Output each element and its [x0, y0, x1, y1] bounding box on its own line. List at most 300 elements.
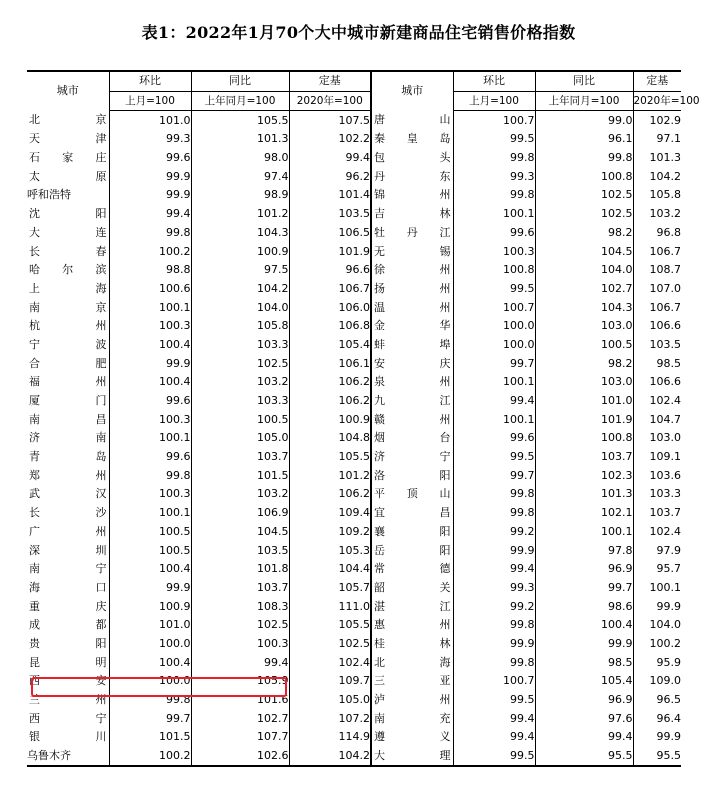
yoy-value-left: 101.5: [191, 466, 289, 485]
city-name: 襄 阳: [374, 524, 451, 538]
table-row: [27, 560, 681, 579]
yoy-value-right: 104.3: [535, 298, 633, 317]
city-cell-left: [27, 635, 109, 654]
yoy-value-right: 103.0: [535, 317, 633, 336]
city-name: 昆 明: [29, 655, 107, 669]
table-row: [27, 579, 681, 598]
yoy-value-left: 103.3: [191, 392, 289, 411]
yoy-value-left: 102.7: [191, 709, 289, 728]
base-value-left: 109.7: [289, 672, 371, 691]
mom-value-left: 99.4: [109, 205, 191, 224]
mom-value-right: 99.2: [453, 523, 535, 542]
table-row: [27, 336, 681, 355]
yoy-value-right: 95.5: [535, 747, 633, 767]
city-name: 北 京: [29, 113, 107, 127]
city-name: 徐 州: [374, 263, 451, 277]
city-name: 安 庆: [374, 356, 451, 370]
yoy-value-left: 108.3: [191, 597, 289, 616]
yoy-value-right: 99.9: [535, 635, 633, 654]
mom-value-right: 100.7: [453, 298, 535, 317]
mom-value-left: 100.0: [109, 672, 191, 691]
city-name: 西 宁: [29, 711, 107, 725]
city-name: 锦 州: [374, 188, 451, 202]
mom-value-right: 99.2: [453, 597, 535, 616]
yoy-value-right: 101.3: [535, 485, 633, 504]
city-cell-right: [371, 392, 453, 411]
yoy-value-left: 105.0: [191, 429, 289, 448]
base-value-right: 103.2: [633, 205, 681, 224]
yoy-value-left: 102.5: [191, 354, 289, 373]
city-cell-right: [371, 691, 453, 710]
table-row: [27, 373, 681, 392]
city-name: 惠 州: [374, 618, 451, 632]
mom-value-left: 99.3: [109, 130, 191, 149]
city-name: 南 京: [29, 300, 107, 314]
table-row: [27, 523, 681, 542]
header-mom-right: 环比: [453, 71, 535, 91]
mom-value-left: 99.6: [109, 149, 191, 168]
city-cell-left: [27, 111, 109, 130]
base-value-right: 103.3: [633, 485, 681, 504]
yoy-value-right: 104.0: [535, 261, 633, 280]
city-cell-right: [371, 298, 453, 317]
yoy-value-right: 99.4: [535, 728, 633, 747]
city-name: 丹 东: [374, 169, 451, 183]
table-row: [27, 504, 681, 523]
yoy-value-left: 104.5: [191, 523, 289, 542]
price-index-table: [27, 70, 700, 767]
mom-value-left: 99.9: [109, 186, 191, 205]
mom-value-right: 99.8: [453, 504, 535, 523]
yoy-value-left: 103.7: [191, 448, 289, 467]
base-value-left: 106.2: [289, 392, 371, 411]
city-name: 哈 尔 滨: [29, 263, 107, 277]
base-value-right: 100.1: [633, 579, 681, 598]
city-name: 石 家 庄: [29, 151, 107, 165]
mom-value-left: 100.4: [109, 373, 191, 392]
table-row: [27, 317, 681, 336]
city-name: 蚌 埠: [374, 337, 451, 351]
city-name: 贵 阳: [29, 636, 107, 650]
city-cell-right: [371, 354, 453, 373]
city-name: 大 理: [374, 749, 451, 763]
subheader-mom-right: 上月=100: [453, 91, 535, 111]
yoy-value-left: 104.3: [191, 224, 289, 243]
mom-value-left: 99.8: [109, 224, 191, 243]
city-cell-right: [371, 466, 453, 485]
base-value-right: 106.7: [633, 298, 681, 317]
mom-value-left: 100.2: [109, 242, 191, 261]
city-name: 南 宁: [29, 562, 107, 576]
base-value-right: 104.0: [633, 616, 681, 635]
yoy-value-right: 102.5: [535, 186, 633, 205]
city-cell-left: [27, 130, 109, 149]
subheader-yoy-right: 上年同月=100: [535, 91, 633, 111]
yoy-value-left: 103.7: [191, 579, 289, 598]
city-cell-left: [27, 709, 109, 728]
base-value-left: 107.5: [289, 111, 371, 130]
city-cell-left: [27, 392, 109, 411]
city-cell-left: [27, 653, 109, 672]
city-name: 北 海: [374, 655, 451, 669]
city-name: 济 南: [29, 431, 107, 445]
mom-value-left: 99.9: [109, 579, 191, 598]
table-row: [27, 429, 681, 448]
base-value-right: 109.1: [633, 448, 681, 467]
yoy-value-right: 100.5: [535, 336, 633, 355]
subheader-mom-left: 上月=100: [109, 91, 191, 111]
yoy-value-right: 98.2: [535, 354, 633, 373]
table-row: [27, 130, 681, 149]
table-row: [27, 167, 681, 186]
city-cell-right: [371, 317, 453, 336]
city-name: 遵 义: [374, 730, 451, 744]
city-cell-left: [27, 354, 109, 373]
base-value-right: 102.4: [633, 392, 681, 411]
yoy-value-left: 105.5: [191, 111, 289, 130]
base-value-left: 114.9: [289, 728, 371, 747]
yoy-value-left: 101.3: [191, 130, 289, 149]
city-cell-right: [371, 504, 453, 523]
mom-value-left: 100.4: [109, 653, 191, 672]
city-name: 长 沙: [29, 506, 107, 520]
city-cell-left: [27, 560, 109, 579]
yoy-value-right: 100.1: [535, 523, 633, 542]
yoy-value-left: 101.8: [191, 560, 289, 579]
city-cell-left: [27, 167, 109, 186]
mom-value-right: 99.5: [453, 747, 535, 767]
table-body: [27, 111, 681, 767]
table-row: [27, 728, 681, 747]
yoy-value-right: 98.6: [535, 597, 633, 616]
yoy-value-right: 100.8: [535, 429, 633, 448]
city-name: 沈 阳: [29, 207, 107, 221]
mom-value-right: 99.5: [453, 130, 535, 149]
yoy-value-right: 99.0: [535, 111, 633, 130]
base-value-right: 104.7: [633, 410, 681, 429]
base-value-left: 106.2: [289, 485, 371, 504]
table-row: [27, 242, 681, 261]
yoy-value-left: 107.7: [191, 728, 289, 747]
city-cell-right: [371, 448, 453, 467]
mom-value-left: 98.8: [109, 261, 191, 280]
yoy-value-left: 98.0: [191, 149, 289, 168]
city-cell-left: [27, 410, 109, 429]
base-value-right: 107.0: [633, 280, 681, 299]
city-name: 岳 阳: [374, 543, 451, 557]
base-value-right: 104.2: [633, 167, 681, 186]
base-value-left: 102.2: [289, 130, 371, 149]
city-cell-left: [27, 485, 109, 504]
base-value-right: 109.0: [633, 672, 681, 691]
table-title: 表1：2022年1月70个大中城市新建商品住宅销售价格指数: [141, 23, 576, 42]
yoy-value-left: 105.8: [191, 317, 289, 336]
city-name: 平 顶 山: [374, 487, 451, 501]
city-name: 泸 州: [374, 693, 451, 707]
mom-value-right: 100.1: [453, 205, 535, 224]
city-name: 乌鲁木齐: [27, 749, 71, 763]
city-cell-right: [371, 672, 453, 691]
city-name: 烟 台: [374, 431, 451, 445]
mom-value-right: 100.0: [453, 317, 535, 336]
header-yoy-right: 同比: [535, 71, 633, 91]
city-name: 深 圳: [29, 543, 107, 557]
city-cell-left: [27, 541, 109, 560]
city-name: 牡 丹 江: [374, 225, 451, 239]
yoy-value-right: 99.7: [535, 579, 633, 598]
mom-value-right: 99.8: [453, 485, 535, 504]
mom-value-right: 99.5: [453, 691, 535, 710]
base-value-right: 96.5: [633, 691, 681, 710]
base-value-right: 95.7: [633, 560, 681, 579]
base-value-left: 106.1: [289, 354, 371, 373]
city-name: 重 庆: [29, 599, 107, 613]
city-cell-left: [27, 597, 109, 616]
table-row: [27, 485, 681, 504]
yoy-value-left: 105.9: [191, 672, 289, 691]
base-value-left: 107.2: [289, 709, 371, 728]
city-name: 厦 门: [29, 394, 107, 408]
mom-value-left: 100.5: [109, 541, 191, 560]
mom-value-right: 99.7: [453, 354, 535, 373]
base-value-left: 96.2: [289, 167, 371, 186]
mom-value-right: 99.8: [453, 149, 535, 168]
header-city-left: 城市: [27, 71, 109, 111]
table-row: [27, 280, 681, 299]
yoy-value-right: 101.9: [535, 410, 633, 429]
mom-value-left: 100.3: [109, 317, 191, 336]
table-row: [27, 448, 681, 467]
base-value-right: 95.5: [633, 747, 681, 767]
base-value-left: 105.5: [289, 448, 371, 467]
city-cell-left: [27, 523, 109, 542]
city-name: 金 华: [374, 319, 451, 333]
header-yoy-left: 同比: [191, 71, 289, 91]
city-cell-right: [371, 709, 453, 728]
city-cell-right: [371, 205, 453, 224]
mom-value-left: 99.6: [109, 392, 191, 411]
city-cell-right: [371, 523, 453, 542]
city-name: 大 连: [29, 225, 107, 239]
mom-value-left: 100.9: [109, 597, 191, 616]
mom-value-left: 100.1: [109, 504, 191, 523]
base-value-left: 99.4: [289, 149, 371, 168]
yoy-value-right: 100.8: [535, 167, 633, 186]
city-cell-right: [371, 728, 453, 747]
city-cell-left: [27, 280, 109, 299]
table-row: [27, 709, 681, 728]
city-cell-left: [27, 448, 109, 467]
city-cell-right: [371, 130, 453, 149]
city-name: 天 津: [29, 132, 107, 146]
base-value-right: 97.9: [633, 541, 681, 560]
table-row: [27, 597, 681, 616]
base-value-right: 101.3: [633, 149, 681, 168]
base-value-left: 106.7: [289, 280, 371, 299]
city-name: 呼和浩特: [27, 188, 71, 202]
subheader-base-right: 2020年=100: [633, 91, 681, 111]
mom-value-right: 99.7: [453, 466, 535, 485]
table-row: [27, 354, 681, 373]
city-name: 成 都: [29, 618, 107, 632]
mom-value-right: 99.8: [453, 653, 535, 672]
yoy-value-left: 97.4: [191, 167, 289, 186]
mom-value-right: 100.7: [453, 111, 535, 130]
base-value-left: 102.4: [289, 653, 371, 672]
city-cell-left: [27, 728, 109, 747]
mom-value-left: 100.3: [109, 410, 191, 429]
city-cell-right: [371, 242, 453, 261]
mom-value-left: 101.0: [109, 616, 191, 635]
city-cell-right: [371, 149, 453, 168]
base-value-right: 102.4: [633, 523, 681, 542]
mom-value-left: 100.1: [109, 429, 191, 448]
city-cell-right: [371, 653, 453, 672]
mom-value-right: 99.9: [453, 541, 535, 560]
city-name: 杭 州: [29, 319, 107, 333]
city-cell-right: [371, 111, 453, 130]
city-cell-left: [27, 186, 109, 205]
city-cell-left: [27, 373, 109, 392]
mom-value-left: 100.1: [109, 298, 191, 317]
yoy-value-left: 100.9: [191, 242, 289, 261]
base-value-left: 100.9: [289, 410, 371, 429]
yoy-value-right: 96.9: [535, 691, 633, 710]
base-value-left: 109.4: [289, 504, 371, 523]
city-name: 韶 关: [374, 580, 451, 594]
base-value-right: 102.9: [633, 111, 681, 130]
city-name: 无 锡: [374, 244, 451, 258]
city-cell-left: [27, 747, 109, 767]
city-cell-left: [27, 205, 109, 224]
city-name: 郑 州: [29, 468, 107, 482]
city-name: 宁 波: [29, 337, 107, 351]
mom-value-left: 101.5: [109, 728, 191, 747]
mom-value-right: 99.4: [453, 728, 535, 747]
city-cell-left: [27, 579, 109, 598]
city-name: 合 肥: [29, 356, 107, 370]
base-value-right: 106.6: [633, 317, 681, 336]
mom-value-right: 99.6: [453, 224, 535, 243]
mom-value-left: 100.3: [109, 485, 191, 504]
yoy-value-left: 97.5: [191, 261, 289, 280]
city-name: 温 州: [374, 300, 451, 314]
city-name: 银 川: [29, 730, 107, 744]
city-cell-left: [27, 317, 109, 336]
yoy-value-left: 101.6: [191, 691, 289, 710]
city-cell-right: [371, 336, 453, 355]
base-value-left: 105.5: [289, 616, 371, 635]
city-name: 长 春: [29, 244, 107, 258]
header-base-right: 定基: [633, 71, 681, 91]
table-row: [27, 298, 681, 317]
base-value-left: 104.2: [289, 747, 371, 767]
city-name: 兰 州: [29, 693, 107, 707]
mom-value-left: 100.4: [109, 560, 191, 579]
mom-value-left: 99.9: [109, 354, 191, 373]
base-value-left: 111.0: [289, 597, 371, 616]
mom-value-left: 100.0: [109, 635, 191, 654]
base-value-left: 109.2: [289, 523, 371, 542]
yoy-value-left: 104.0: [191, 298, 289, 317]
city-name: 广 州: [29, 524, 107, 538]
yoy-value-right: 102.3: [535, 466, 633, 485]
base-value-right: 103.5: [633, 336, 681, 355]
city-cell-left: [27, 616, 109, 635]
base-value-left: 106.0: [289, 298, 371, 317]
header-city-right: 城市: [371, 71, 453, 111]
yoy-value-right: 100.4: [535, 616, 633, 635]
mom-value-right: 99.5: [453, 448, 535, 467]
base-value-left: 101.4: [289, 186, 371, 205]
yoy-value-left: 103.2: [191, 485, 289, 504]
mom-value-right: 99.8: [453, 616, 535, 635]
header-mom-left: 环比: [109, 71, 191, 91]
mom-value-right: 99.5: [453, 280, 535, 299]
mom-value-left: 100.5: [109, 523, 191, 542]
city-cell-left: [27, 466, 109, 485]
yoy-value-right: 105.4: [535, 672, 633, 691]
city-cell-right: [371, 635, 453, 654]
yoy-value-right: 102.5: [535, 205, 633, 224]
mom-value-right: 100.1: [453, 410, 535, 429]
mom-value-left: 99.6: [109, 448, 191, 467]
base-value-right: 99.9: [633, 597, 681, 616]
city-cell-right: [371, 616, 453, 635]
city-name: 桂 林: [374, 636, 451, 650]
base-value-left: 101.9: [289, 242, 371, 261]
yoy-value-left: 103.3: [191, 336, 289, 355]
table-row: [27, 392, 681, 411]
city-name: 上 海: [29, 281, 107, 295]
table-row: [27, 616, 681, 635]
city-cell-right: [371, 167, 453, 186]
subheader-base-left: 2020年=100: [289, 91, 371, 111]
yoy-value-right: 103.0: [535, 373, 633, 392]
table-row: [27, 410, 681, 429]
base-value-left: 105.3: [289, 541, 371, 560]
city-cell-right: [371, 747, 453, 767]
city-cell-right: [371, 429, 453, 448]
base-value-right: 108.7: [633, 261, 681, 280]
city-name: 青 岛: [29, 450, 107, 464]
city-cell-right: [371, 373, 453, 392]
yoy-value-left: 99.4: [191, 653, 289, 672]
city-name: 包 头: [374, 151, 451, 165]
base-value-right: 103.6: [633, 466, 681, 485]
city-name: 秦 皇 岛: [374, 132, 451, 146]
city-cell-left: [27, 429, 109, 448]
yoy-value-right: 101.0: [535, 392, 633, 411]
yoy-value-right: 96.1: [535, 130, 633, 149]
city-cell-right: [371, 541, 453, 560]
base-value-left: 106.2: [289, 373, 371, 392]
yoy-value-left: 98.9: [191, 186, 289, 205]
city-name: 三 亚: [374, 674, 451, 688]
city-cell-right: [371, 579, 453, 598]
city-name: 扬 州: [374, 281, 451, 295]
city-name: 赣 州: [374, 412, 451, 426]
mom-value-right: 100.0: [453, 336, 535, 355]
city-name: 南 充: [374, 711, 451, 725]
base-value-right: 96.8: [633, 224, 681, 243]
city-cell-left: [27, 261, 109, 280]
city-cell-left: [27, 242, 109, 261]
city-cell-left: [27, 298, 109, 317]
city-name: 吉 林: [374, 207, 451, 221]
base-value-right: 105.8: [633, 186, 681, 205]
base-value-left: 102.5: [289, 635, 371, 654]
